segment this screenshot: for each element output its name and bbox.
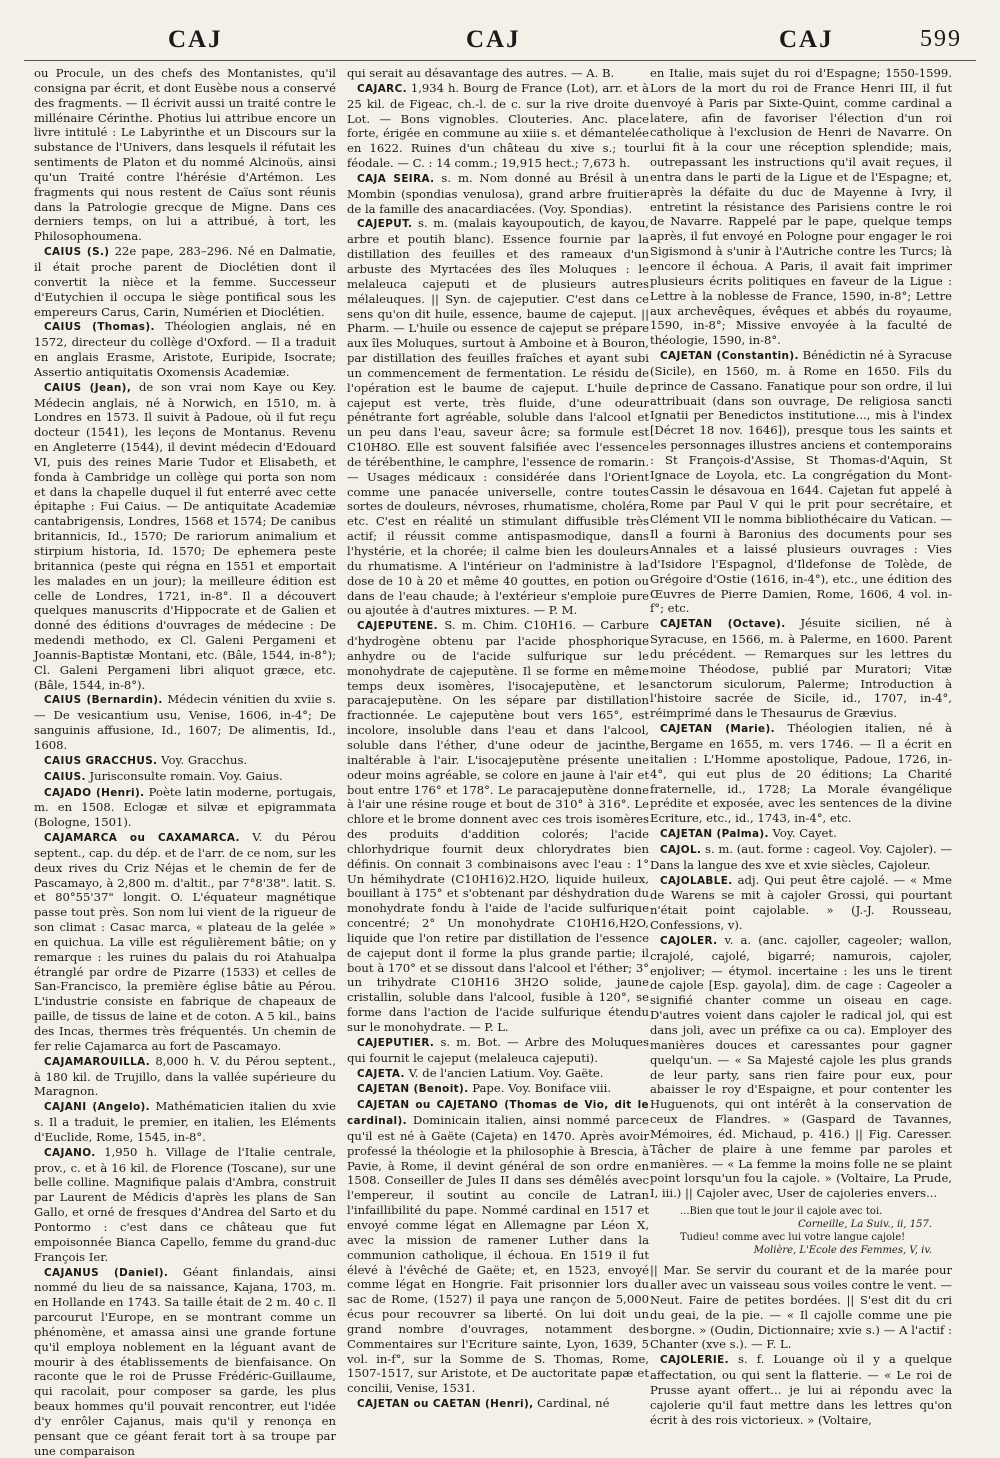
headword: CAJETAN ou CAETAN (Henri), — [357, 1398, 534, 1410]
header-rule — [24, 60, 976, 61]
entry-cajeta — [347, 1066, 649, 1082]
entry-cajarc — [347, 81, 649, 171]
headword: CAIUS (Jean), — [44, 382, 131, 394]
quote-line: ...Bien que tout le jour il cajole avec toi. — [650, 1205, 952, 1218]
entry-text: Théologien anglais, né en 1572, directeur du collège d'Oxford. — Il a traduit en anglais Erasme, Aristote, Euripide, Isocrate; Assertio antiquitatis Oxomensis Academiæ. — [34, 319, 336, 379]
entry-text: Cardinal, né — [534, 1396, 610, 1410]
running-head-left: CAJ — [168, 26, 223, 54]
verse-quotations — [650, 1205, 952, 1257]
entry-text: s. m. Bot. — Arbre des Moluques qui fournit le cajeput (melaleuca cajeputi). — [347, 1035, 649, 1065]
headword: CAJAMARCA ou CAXAMARCA. — [44, 832, 240, 844]
entry-cajoler-marine — [650, 1263, 952, 1352]
column-3 — [650, 66, 952, 1324]
entry-cajolerie — [650, 1352, 952, 1427]
entry-text: Géant finlandais, ainsi nommé du lieu de sa naissance, Kajana, 1703, m. en Hollande en 1743. Sa taille était de 2 m. 40 c. Il parcourut l'Europe, en se montrant comme un phénomène, et amassa ainsi une grande fortune qu'il employa noblement en la léguant avant de mourir à des établissements de bienfaisance. On raconte que le roi de Prusse Frédéric-Guillaume, qui racolait, pour composer sa garde, les plus beaux hommes qu'il pouvait rencontrer, eut l'idée d'y enrôler Cajanus, mais qu'il y renonça en pensant que ce géant ferait tort à sa troupe par une comparaison — [34, 1265, 336, 1458]
entry-text: V. de l'ancien Latium. Voy. Gaëte. — [405, 1066, 604, 1080]
entry-text: 1,934 h. Bourg de France (Lot), arr. et à 25 kil. de Figeac, ch.-l. de c. sur la rive droite du Lot. — Bons vignobles. Clouteries. Anc. place forte, érigée en commune au xiiie s. et démantelée en 1622. Ruines d'un château du xive s.; tour féodale. — C. : 14 comm.; 19,915 hect.; 7,673 h. — [347, 81, 649, 170]
headword: CAJAMAROUILLA. — [44, 1056, 150, 1068]
entry-text: Poète latin moderne, portugais, m. en 1508. Eclogæ et silvæ et epigrammata (Bologne, 1501). — [34, 785, 336, 830]
headword: CAJEPUTENE. — [357, 620, 438, 632]
headword: CAJARC. — [357, 83, 407, 95]
headword: CAJADO (Henri). — [44, 787, 144, 799]
entry-cajanus — [34, 1265, 336, 1458]
headword: CAJA SEIRA. — [357, 173, 434, 185]
entry-text: de son vrai nom Kaye ou Key. Médecin anglais, né à Norwich, en 1510, m. à Londres en 1573. Il suivit à Padoue, où il fut reçu docteur (1541), les leçons de Montanus. Revenu en Angleterre (1544), il devint médecin d'Edouard VI, puis des reines Marie Tudor et Elisabeth, et fonda à Cambridge un collège qui porta son nom et dans la chapelle duquel il fut enterré avec cette épitaphe : Fui Caius. — De antiquitate Academiæ cantabrigensis, Londres, 1568 et 1574; De canibus britannicis, Id., 1570; De rariorum animalium et stirpium historia, Id. 1570; De ephemera peste britannica (peste qui régna en 1551 et emportait les malades en un jour); la meilleure édition est celle de Londres, 1721, in-8°. Il a découvert quelques manuscrits d'Hippocrate et de Galien et donné des éditions d'ouvrages de médecine : De medendi methodo, ex Cl. Galeni Pergameni et Joannis-Baptistæ Montani, etc. (Bâle, 1544, in-8°); Cl. Galeni Pergameni libri aliquot græce, etc. (Bâle, 1544, in-8°). — [34, 380, 336, 692]
entry-text: S. m. Chim. C10H16. — Carbure d'hydrogène obtenu par l'acide phosphorique anhydre ou de l'acide sulfurique sur le monohydrate de cajeputène. Il se forme en même temps deux isomères, l'isocajeputène, et le paracajeputène. On les sépare par distillation fractionnée. Le cajeputène bout vers 165°, est incolore, insoluble dans l'eau et dans l'alcool, soluble dans l'éther, d'une odeur de jacinthe, inaltérable à l'air. L'isocajeputène présente une odeur moins agréable, se colore en jaune à l'air et bout entre 176° et 178°. Le paracajeputène donne à l'air une résine rouge et bout de 310° à 316°. Le chlore et le brome donnent avec ces trois isomères des produits d'addition colorés; l'acide chlorhydrique fournit deux chlorydrates bien définis. On connait 3 combinaisons avec l'eau : 1° Un hémihydrate (C10H16)2.H2O, liquide huileux, bouillant à 175° et s'obtenant par déshydration du monohydrate fondu à l'aide de l'acide sulfurique concentré; 2° Un monohydrate C10H16,H2O, liquide que l'on retire par distillation de l'essence de cajeput dont il forme la plus grande partie; il bout à 170° et se dissout dans l'alcool et l'éther; 3° un trihydrate C10H16 3H2O solide, jaune cristallin, soluble dans l'alcool, fusible à 120°, se forme dans l'action de l'acide sulfurique étendu sur le monohydrate. — P. L. — [347, 618, 649, 1034]
entry-cajetan-benoit — [347, 1081, 649, 1097]
entry-cajeputene — [347, 618, 649, 1035]
headword: CAJOLER. — [660, 935, 717, 947]
entry-text: Voy. Gracchus. — [157, 753, 247, 767]
entry-text: || Mar. Se servir du courant et de la marée pour aller avec un vaisseau sous voiles contre le vent. — Neut. Faire de petites bordées. || S'est dit du cri du geai, de la pie. — « Il cajolle comme une pie borgne. » (Oudin, Dictionnaire; xvie s.) — A l'actif : Chanter (xve s.). — F. L. — [650, 1263, 952, 1351]
entry-cajamarca — [34, 830, 336, 1054]
entry-cajetan-henri — [347, 1396, 649, 1412]
headword: CAJANI (Angelo). — [44, 1101, 150, 1113]
headword: CAJETAN (Marie). — [660, 723, 775, 735]
entry-cajado — [34, 785, 336, 831]
headword: CAJANUS (Daniel). — [44, 1267, 168, 1279]
entry-text: 8,000 h. V. du Pérou septent., à 180 kil. de Trujillo, dans la vallée supérieure du Maragnon. — [34, 1054, 336, 1099]
entry-text: Médecin vénitien du xviie s. — De vesicantium usu, Venise, 1606, in-4°; De sanguinis affusione, Id., 1607; De alimentis, Id., 1608. — [34, 692, 336, 752]
entry-text: Dominicain italien, ainsi nommé parce qu'il est né à Gaëte (Cajeta) en 1470. Après avoir professé la théologie et la philosophie à Brescia, à Pavie, à Rome, il devint général de son ordre en 1508. Conseiller de Jules II dans ses démêlés avec l'empereur, il soutint au concile de Latran l'infaillibilité du pape. Nommé cardinal en 1517 et envoyé comme légat en Allemagne par Léon X, avec la mission de ramener Luther dans la communion catholique, il échoua. En 1519 il fut élevé à l'évêché de Gaëte; et, en 1523, envoyé comme légat en Hongrie. Fait prisonnier lors du sac de Rome, (1527) il paya une rançon de 5,000 écus pour recouvrer sa liberté. On lui doit un grand nombre d'ouvrages, notamment des Commentaires sur l'Ecriture sainte, Lyon, 1639, 5 vol. in-f°, sur la Somme de S. Thomas, Rome, 1507-1517, sur Aristote, et De auctoritate papæ et concilii, Venise, 1531. — [347, 1113, 649, 1395]
headword: CAJEPUT. — [357, 218, 412, 230]
entry-text: Jésuite sicilien, né à Syracuse, en 1566, m. à Palerme, en 1600. Parent du précédent. — Remarques sur les lettres du moine Théodose, publié par Muratori; Vitæ sanctorum siculorum, Palerme; Introduction à l'histoire sacrée de Sicile, id., 1707, in-4°, réimprimé dans le Thesaurus de Grævius. — [650, 616, 952, 720]
headword: CAJANO. — [44, 1147, 96, 1159]
entry-caius-gracchus — [34, 753, 336, 769]
headword: CAJOL. — [660, 844, 701, 856]
entry-cajoler — [650, 933, 952, 1201]
headword: CAIUS GRACCHUS. — [44, 755, 157, 767]
headword: CAJETAN (Palma). — [660, 828, 769, 840]
quote-attribution: Molière, L'Ecole des Femmes, V, iv. — [650, 1244, 952, 1257]
entry-cajeputier — [347, 1035, 649, 1066]
entry-text: ou Procule, un des chefs des Montanistes, qu'il consigna par écrit, et dont Eusèbe nous a conservé des fragments. — Il écrivit aussi un traité contre le millénaire Cérinthe. Photius lui attribue encore un livre intitulé : Le Labyrinthe et un Discours sur la substance de l'Univers, dans lesquels il réfutait les sentiments de Platon et du nommé Alcinoüs, ainsi qu'un Traité contre l'hérésie d'Artémon. Les fragments qui nous restent de Caïus sont réunis dans la Patrologie grecque de Migne. Dans ces derniers temps, on lui a attribué, à tort, les Philosophoumena. — [34, 66, 336, 243]
headword: CAJOLERIE. — [660, 1354, 729, 1366]
running-head-right: CAJ — [779, 26, 834, 54]
headword: CAJETA. — [357, 1068, 405, 1080]
entry-cajamarouilla — [34, 1054, 336, 1100]
entry-text: s. m. (aut. forme : cageol. Voy. Cajoler). — Dans la langue des xve et xvie siècles, Cajoleur. — [650, 842, 952, 872]
entry-text: Théologien italien, né à Bergame en 1655, m. vers 1746. — Il a écrit en italien : L'Homme apostolique, Padoue, 1726, in-4°, qui eut plus de 20 éditions; La Charité fraternelle, id., 1728; La Morale évangélique prédite et exposée, avec les sentences de la divine Ecriture, etc., id., 1743, in-4°, etc. — [650, 721, 952, 825]
entry-text: 22e pape, 283–296. Né en Dalmatie, il était proche parent de Dioclétien dont il convertit la nièce et la femme. Successeur d'Eutychien il occupa le siège pontifical sous les empereurs Carus, Carin, Numérien et Dioclétien. — [34, 244, 336, 318]
entry-cajeput — [347, 216, 649, 618]
entry-continuation — [650, 66, 952, 348]
entry-text: Pape. Voy. Boniface viii. — [469, 1081, 611, 1095]
quote-attribution: Corneille, La Suiv., ii, 157. — [650, 1218, 952, 1231]
entry-text: Bénédictin né à Syracuse (Sicile), en 1560, m. à Rome en 1650. Fils du prince de Cassano. Fanatique pour son ordre, il lui attribuait (dans son ouvrage, De religiosa sancti Ignatii per Benedictos institutione..., mis à l'index [Décret 18 nov. 1646]), presque tous les saints et les personnages illustres anciens et contemporains : St François-d'Assise, St Thomas-d'Aquin, St Ignace de Loyola, etc. La congrégation du Mont-Cassin le désavoua en 1644. Cajetan fut appelé à Rome par Paul V qui le prit pour secrétaire, et Clément VII le nomma bibliothécaire du Vatican. — Il a fourni à Baronius des documents pour ses Annales et a laissé plusieurs ouvrages : Vies d'Isidore l'Espagnol, d'Ildefonse de Tolède, de Grégoire d'Ostie (1616, in-4°), etc., une édition des Œuvres de Pierre Damien, Rome, 1606, 4 vol. in-f°; etc. — [650, 348, 952, 615]
headword: CAJETAN (Benoit). — [357, 1083, 469, 1095]
headword: CAIUS (Thomas). — [44, 321, 155, 333]
entry-caius-saint — [34, 244, 336, 319]
entry-text: qui serait au désavantage des autres. — A. B. — [347, 66, 614, 80]
column-2 — [347, 66, 649, 1324]
entry-text: s. m. (malais kayoupoutich, de kayou, arbre et poutih blanc). Essence fournie par la distillation des feuilles et des rameaux d'un arbuste des Myrtacées des îles Moluques : le melaleuca cajeputi et de plusieurs autres mélaleuques. || Syn. de cajeputier. C'est dans ce sens qu'on dit huile, essence, baume de cajeput. || Pharm. — L'huile ou essence de cajeput se prépare aux îles Moluques, surtout à Amboine et à Bouron, par distillation des feuilles fraîches et ayant subi un commencement de fermentation. Le résidu de l'opération est le baume de cajeput. L'huile de cajeput est verte, très fluide, d'une odeur pénétrante fort agréable, soluble dans l'alcool et un peu dans l'eau, saveur âcre; sa formule est C10H8O. Elle est souvent falsifiée avec l'essence de térébenthine, le camphre, l'essence de romarin. — Usages médicaux : considérée dans l'Orient comme une panacée universelle, contre toutes sortes de douleurs, névroses, rhumatisme, choléra, etc. C'est en réalité un stimulant diffusible très actif; il réussit comme antispasmodique, dans l'hystérie, et la chorée; il calme bien les douleurs du rhumatisme. A l'intérieur on l'administre à la dose de 10 à 20 et même 40 gouttes, en potion ou dans de l'eau chaude; à l'extérieur s'emploie pure ou ajoutée à d'autres mixtures. — P. M. — [347, 216, 649, 617]
entry-text: en Italie, mais sujet du roi d'Espagne; 1550-1599. Lors de la mort du roi de France Henri III, il fut envoyé à Paris par Sixte-Quint, comme cardinal a latere, afin de favoriser l'élection d'un roi catholique à l'exclusion de Henri de Navarre. On lui fit à la cour une réception splendide; mais, outrepassant les instructions qu'il avait reçues, il entra dans le parti de la Ligue et de l'Espagne; et, après la défaite du duc de Mayenne à Ivry, il entretint la résistance des Parisiens contre le roi de Navarre. Rappelé par le pape, quelque temps après, il fut envoyé en Pologne pour engager le roi Sigismond à s'unir à l'Autriche contre les Turcs; là encore il échoua. A Paris, il avait fait imprimer plusieurs écrits politiques en faveur de la Ligue : Lettre à la noblesse de France, 1590, in-8°; Lettre aux archevêques, évêques et abbés du royaume, 1590, in-8°; Missive envoyée à la faculté de théologie, 1590, in-8°. — [650, 66, 952, 347]
running-head — [0, 26, 1000, 58]
entry-text: Voy. Cayet. — [769, 826, 837, 840]
entry-caius-jurisconsulte — [34, 769, 336, 785]
headword: CAJOLABLE. — [660, 875, 733, 887]
entry-caius-jean — [34, 380, 336, 693]
entry-cajetan-octave — [650, 616, 952, 721]
headword: CAIUS (Bernardin). — [44, 694, 163, 706]
entry-caius-thomas — [34, 319, 336, 379]
entry-cajetan-thomas — [347, 1097, 649, 1396]
headword: CAJETAN (Octave). — [660, 618, 786, 630]
entry-continuation — [34, 66, 336, 244]
entry-continuation — [347, 66, 649, 81]
headword: CAIUS. — [44, 771, 86, 783]
entry-cajetan-marie — [650, 721, 952, 826]
headword: CAJETAN (Constantin). — [660, 350, 799, 362]
entry-cajetan-palma — [650, 826, 952, 842]
column-1 — [34, 66, 336, 1324]
headword: CAIUS (S.) — [44, 246, 109, 258]
headword: CAJEPUTIER. — [357, 1037, 434, 1049]
quote-line: Tudieu! comme avec lui votre langue cajole! — [650, 1231, 952, 1244]
entry-caja-seira — [347, 171, 649, 217]
entry-text: s. f. Louange où il y a quelque affectation, ou qui sent la flatterie. — « Le roi de Prusse ayant offert... je lui ai répondu avec la cajolerie qu'il faut mettre dans les lettres qu'on écrit à des rois victorieux. » (Voltaire, — [650, 1352, 952, 1426]
entry-text: V. du Pérou septent., cap. du dép. et de l'arr. de ce nom, sur les deux rives du Criz Néjas et le chemin de fer de Pascamayo, à 2,800 m. d'altit., par 7°8'38". latit. S. et 80°55'37" longit. O. L'équateur magnétique passe tout près. Son nom lui vient de la rigueur de son climat : Casac marca, « plateau de la gelée » en quichua. La ville est régulièrement bâtie; on y remarque : les ruines du palais du roi Atahualpa étranglé par ordre de Pizarre (1533) et celles de San-Francisco, la première église bâtie au Pérou. L'industrie consiste en fabrique de chapeaux de paille, de tissus de laine et de coton. A 5 kil., bains des Incas, thermes très fréquentés. Un chemin de fer relie Cajamarca au fort de Pascamayo. — [34, 830, 336, 1053]
headword: CAJETAN ou CAJETANO (Thomas de Vio, dit le cardinal). — [347, 1099, 649, 1127]
entry-text: v. a. (anc. cajoller, cageoler; wallon, crajolé, cajolé, bigarré; namurois, cajoler, enjoliver; — étymol. incertaine : les uns le tirent de cajole [Esp. gayola], dim. de cage : Cageoler a signifié chanter comme un oiseau en cage. D'autres voient dans cajoler le radical jol, qui est dans joli, avec un préfixe ca ou ca). Employer des manières douces et caressantes pour gagner quelqu'un. — « Sa Majesté cajole les plus grands de leur party, sans rien faire pour eux, pour abaisser le roy d'Espaigne, et pour contenter les Huguenots, qui ont intérêt à la conservation de ceux de Flandres. » (Gaspard de Tavannes, Mémoires, éd. Michaud, p. 416.) || Fig. Caresser. Tâcher de plaire à une femme par paroles et manières. — « La femme la moins folle ne se plaint point lorsqu'un fou la cajole. » (Voltaire, La Prude, I, iii.) || Cajoler avec, User de cajoleries envers... — [650, 933, 952, 1200]
page-number: 599 — [920, 26, 962, 53]
entry-cajol — [650, 842, 952, 873]
entry-text: Jurisconsulte romain. Voy. Gaius. — [86, 769, 283, 783]
entry-caius-bernardin — [34, 692, 336, 752]
entry-cajolable — [650, 873, 952, 933]
running-head-center: CAJ — [466, 26, 521, 54]
entry-cajani — [34, 1099, 336, 1145]
entry-cajetan-constantin — [650, 348, 952, 616]
entry-text: adj. Qui peut être cajolé. — « Mme de Warens se mit à cajoler Grossi, qui pourtant n'était point cajolable. » (J.-J. Rousseau, Confessions, v). — [650, 873, 952, 933]
entry-text: s. m. Nom donné au Brésil à un Mombin (spondias venulosa), grand arbre fruitier de la famille des anacardiacées. (Voy. Spondias). — [347, 171, 649, 216]
entry-text: Mathématicien italien du xvie s. Il a traduit, le premier, en italien, les Eléments d'Euclide, Rome, 1545, in-8°. — [34, 1099, 336, 1144]
entry-text: 1,950 h. Village de l'Italie centrale, prov., c. et à 16 kil. de Florence (Toscane), sur une belle colline. Magnifique palais d'Ambra, construit par Laurent de Médicis d'après les plans de San Gallo, et orné de fresques d'Andrea del Sarto et du Pontormo : c'est dans ce château que fut empoisonnée Bianca Capello, femme du grand-duc François Ier. — [34, 1145, 336, 1264]
entry-cajano — [34, 1145, 336, 1265]
